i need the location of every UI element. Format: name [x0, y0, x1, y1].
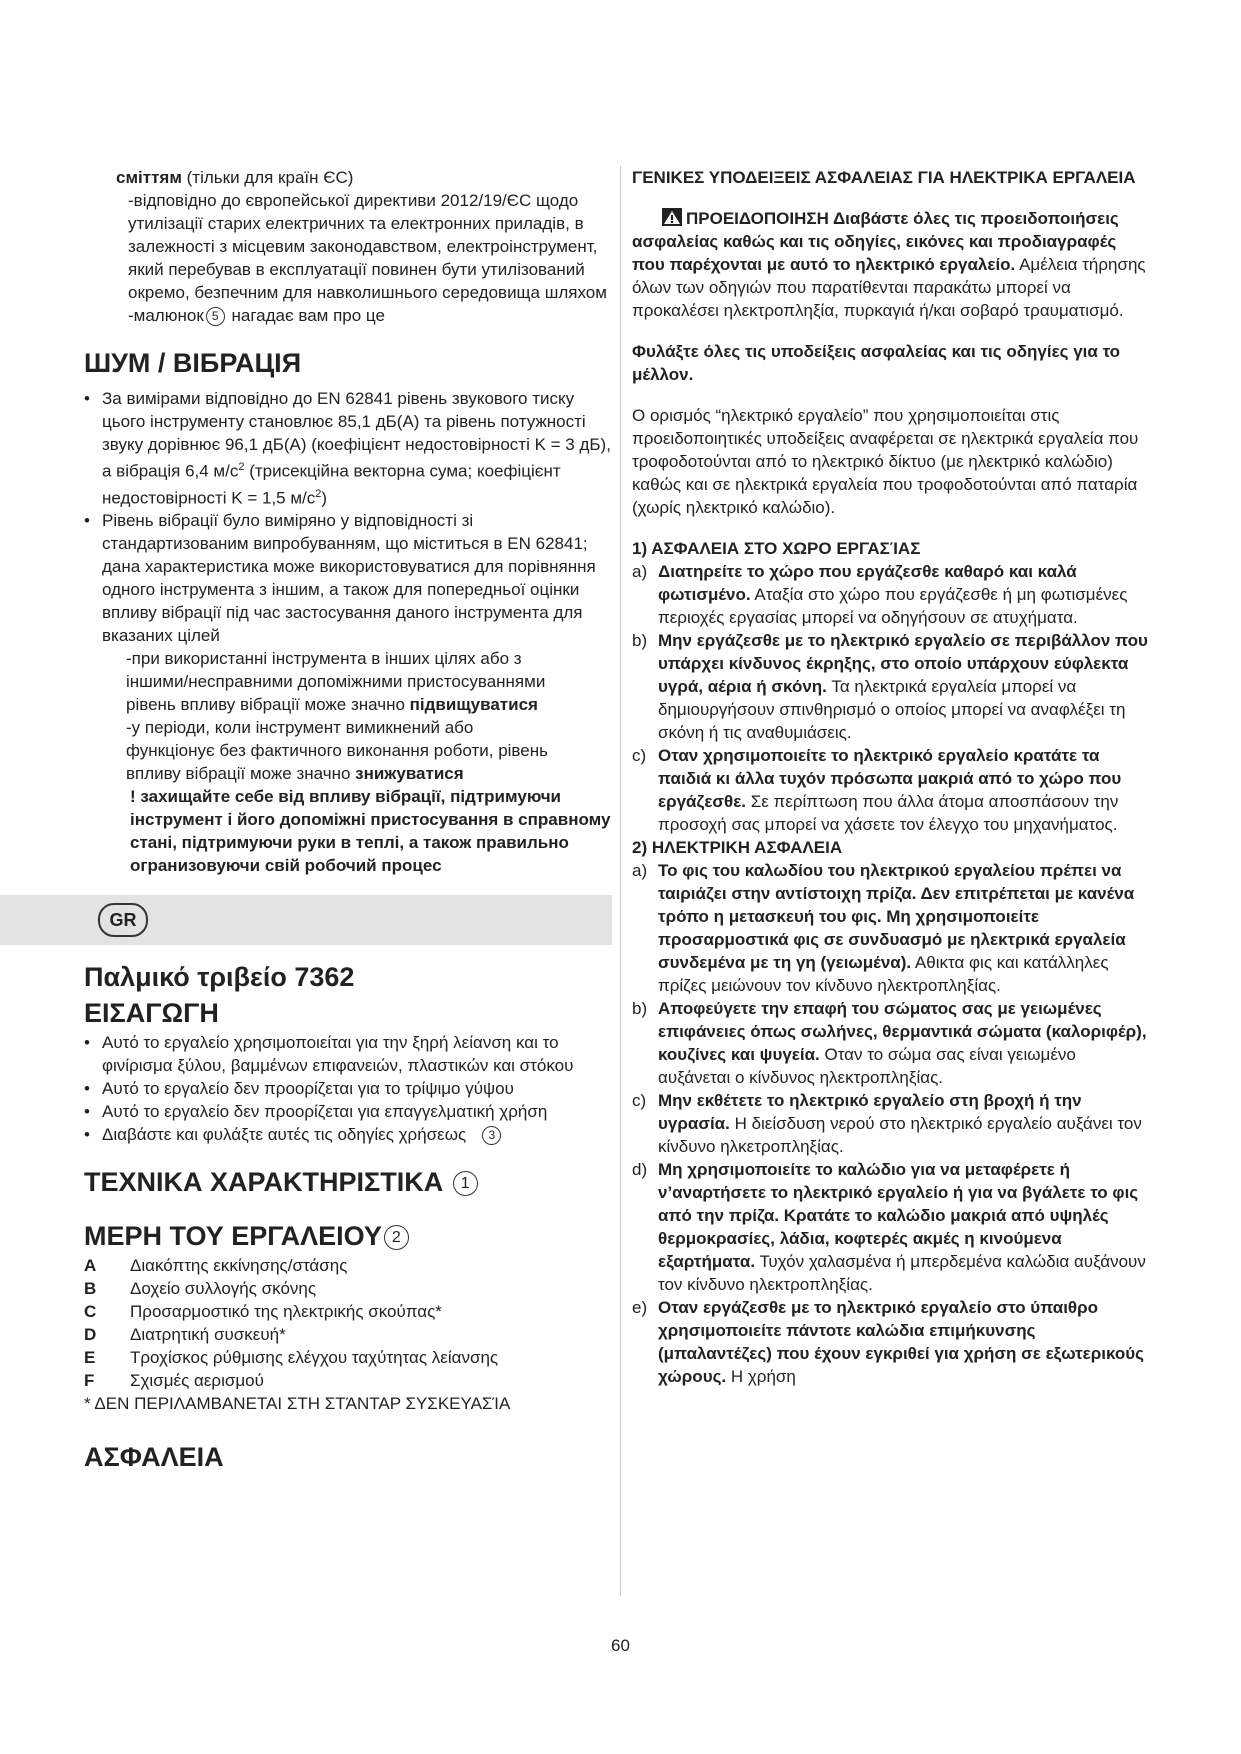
safety-item-text: [658, 629, 1152, 744]
column-divider: [620, 166, 621, 1596]
part-letter: B: [84, 1279, 97, 1299]
safety-item-letter: b): [632, 631, 648, 650]
safety-item: [632, 560, 1152, 629]
left-column: [84, 166, 612, 1475]
part-label: Διακόπτης εκκίνησης/στάσης: [130, 1256, 348, 1276]
safety-item-bold: Μη χρησιμοποιείτε το καλώδιο για να μεταφέρετε ή ν’αναρτήσετε το ηλεκτρικό εργαλείο ή για να βγάλετε το φις από την πρίζα. Κρατάτε το καλώδιο μακριά από υψηλές θερμοκρασίες, λάδια, κοφτερές ακμές η κινούμενα εξαρτήματα.: [658, 1160, 1139, 1271]
safety-item-letter: c): [632, 1091, 647, 1110]
figure-5-marker: 5: [206, 307, 225, 326]
safety-item-letter: d): [632, 1160, 648, 1179]
safety-item-bold: Οταν εργάζεσθε με το ηλεκτρικό εργαλείο στο ύπαιθρο χρησιμοποιείτε πάντοτε καλώδια επιμήκυνσης (μπαλαντέζες) που έχουν εγκριθεί για χρήση σε εξωτερικούς χώρους.: [658, 1298, 1145, 1386]
safety-item-explanation: Τυχόν χαλασμένα ή μπερδεμένα καλώδια αυξάνουν τον κίνδυνο ηλεκτροπληξίας.: [658, 1252, 1146, 1294]
safety-item: [632, 1158, 1152, 1296]
figure-2-marker: 2: [384, 1225, 409, 1250]
intro-bullet-2: • Αυτό το εργαλείο δεν προορίζεται για το τρίψιμο γύψου: [84, 1077, 612, 1100]
disposal-dash-2: -малюнок 5 нагадає вам про це: [128, 306, 385, 325]
page-number: 60: [611, 1636, 630, 1655]
warning-triangle-icon: [662, 208, 682, 226]
safety-item-explanation: Αταξία στο χώρο που εργάζεσθε ή μη φωτισμένες περιοχές εργασίας μπορεί να οδηγήσουν σε ατυχήματα.: [658, 585, 1128, 627]
part-label: Τροχίσκος ρύθμισης ελέγχου ταχύτητας λείανσης: [130, 1348, 499, 1368]
figure-1-marker: 1: [453, 1171, 478, 1196]
safety-item-explanation: Τα ηλεκτρικά εργαλεία μπορεί να δημιουργήσουν σπινθηρισμό ο οποίος μπορεί να αναφλέξει τη σκόνη ή τις αναθυμιάσεις.: [658, 677, 1126, 742]
safety-item: [632, 859, 1152, 997]
safety-item-bold: Μην εργάζεσθε με το ηλεκτρικό εργαλείο σε περιβάλλον που υπάρχει κίνδυνος έκρηξης, στο οποίο υπάρχουν εύφλεκτα υγρά, αέρια ή σκόνη.: [658, 631, 1148, 696]
safety-item-bold: Αποφεύγετε την επαφή του σώματος σας με γειωμένες επιφάνειες όπως σωλήνες, θερμαντικά σώματα (καλοριφέρ), κουζίνες και ψυγεία.: [658, 999, 1147, 1064]
safety-item: [632, 629, 1152, 744]
safety-item-explanation: Οταν το σώμα σας είναι γειωμένο αυξάνεται ο κίνδυνος ηλεκτροπληξίας.: [658, 1045, 1076, 1087]
parts-note: * ΔΕΝ ΠΕΡΙΛΑΜΒΑΝΕΤΑΙ ΣΤΗ ΣΤΆΝΤΑΡ ΣΥΣΚΕΥΑΣΊΑ: [84, 1394, 511, 1414]
product-title: Παλμικό τριβείο 7362: [84, 962, 355, 993]
noise-heading: ШУМ / ВІБРАЦІЯ: [84, 348, 302, 378]
parts-list: [84, 1254, 612, 1392]
safety-heading: ΑΣΦΑΛΕΙΑ: [84, 1442, 224, 1473]
safety-item-text: [658, 1089, 1152, 1158]
safety-item-letter: c): [632, 746, 647, 765]
part-letter: F: [84, 1371, 95, 1391]
keep-instructions: Φυλάξτε όλες τις υποδείξεις ασφαλείας και τις οδηγίες για το μέλλον.: [632, 342, 1121, 384]
part-letter: E: [84, 1348, 96, 1368]
safety-item-text: [658, 1296, 1152, 1388]
safety-item-letter: a): [632, 861, 648, 880]
safety-item-letter: b): [632, 999, 648, 1018]
safety-item: [632, 1296, 1152, 1388]
safety-item-letter: a): [632, 562, 648, 581]
safety-item-explanation: Η χρήση: [726, 1367, 796, 1386]
noise-bullet-2: • Рівень вібрації було виміряно у відповідності зі стандартизованим випробуванням, що міститься в EN 62841; дана характеристика може використовуватися для порівняння одного інструмента з іншим, а також для попередньої оцінки впливу вібрації під час застосування даного інструмента для вказаних цілей: [84, 509, 612, 647]
safety-item-text: [658, 1158, 1152, 1296]
safety-item-text: [658, 560, 1152, 629]
intro-bullet-3: • Αυτό το εργαλείο δεν προορίζεται για επαγγελματική χρήση: [84, 1100, 612, 1123]
safety-item-letter: e): [632, 1298, 648, 1317]
right-column: [632, 166, 1152, 1388]
safety-item-bold: Διατηρείτε το χώρο που εργάζεσθε καθαρό και καλά φωτισμένο.: [658, 562, 1077, 604]
part-letter: A: [84, 1256, 97, 1276]
safety-item-explanation: Αθικτα φις και κατάλληλες πρίζες μειώνουν τον κίνδυνο ηλεκτροπληξίας.: [658, 953, 1109, 995]
part-label: Σχισμές αερισμού: [130, 1371, 264, 1391]
vibration-warning: ! захищайте себе від впливу вібрації, підтримуючи інструмент і його допоміжні пристосування в справному стані, підтримуючи руки в теплі, а також правильно огранизовуючи свій робочий процес: [130, 787, 611, 876]
safety-item-text: [658, 997, 1152, 1089]
safety-item-text: [658, 859, 1152, 997]
part-label: Διατρητική συσκευή*: [130, 1325, 286, 1345]
noise-dash-1: -при використанні інструмента в інших цілях або з іншими/несправними допоміжними пристосуваннями рівень впливу вібрації може значно підвищуватися: [126, 649, 546, 715]
safety-item: [632, 1089, 1152, 1158]
language-band: [0, 895, 612, 945]
part-letter: C: [84, 1302, 97, 1322]
definition-paragraph: Ο ορισμός “ηλεκτρικό εργαλείο” που χρησιμοποιείται στις προειδοποιητικές υποδείξεις αναφέρεται σε ηλεκτρικά εργαλεία που τροφοδοτούνται από το ηλεκτρικό δίκτυο (με ηλεκτρικό καλώδιο) καθώς και σε ηλεκτρικά εργαλεία που τροφοδοτούνται από παταρία (χωρίς ηλεκτρικό καλώδιο).: [632, 406, 1139, 517]
section-2-heading: 2) ΗΛΕΚΤΡΙΚΗ ΑΣΦΑΛΕΙΑ: [632, 838, 843, 857]
language-badge: GR: [98, 903, 148, 937]
warning-paragraph: ΠΡΟΕΙΔΟΠΟΙΗΣΗ Διαβάστε όλες τις προειδοποιήσεις ασφαλείας καθώς και τις οδηγίες, εικόνες και προδιαγραφές που παρέχονται με αυτό το ηλεκτρικό εργαλείο. Αμέλεια τήρησης όλων των οδηγιών που παρατίθενται παρακάτω μπορεί να προκαλέσει ηλεκτροπληξία, πυρκαγιά ή/και σοβαρό τραυματισμό.: [632, 209, 1146, 320]
section-1-heading: 1) ΑΣΦΑΛΕΙΑ ΣΤΟ ΧΩΡΟ ΕΡΓΑΣΊΑΣ: [632, 539, 921, 558]
figure-3-marker: 3: [482, 1126, 501, 1145]
safety-item-explanation: Σε περίπτωση που άλλα άτομα αποσπάσουν την προσοχή σας μπορεί να χάσετε τον έλεγχο του μηχανήματος.: [658, 792, 1119, 834]
section-1-list: [632, 560, 1152, 836]
safety-item: [632, 744, 1152, 836]
safety-item-bold: Οταν χρησιμοποιείτε το ηλεκτρικό εργαλείο κρατάτε τα παιδιά κι άλλα τυχόν πρόσωπα μακριά από το χώρο που εργάζεσθε.: [658, 746, 1122, 811]
safety-item-explanation: Η διείσδυση νερού στο ηλεκτρικό εργαλείο αυξάνει τον κίνδυνο ηλκετροπληξίας.: [658, 1114, 1142, 1156]
tech-heading: ΤΕΧΝΙΚΑ ΧΑΡΑΚΤΗΡΙΣΤΙΚΑ 1: [84, 1164, 612, 1200]
intro-bullet-4: • Διαβάστε και φυλάξτε αυτές τις οδηγίες χρήσεως 3: [84, 1123, 612, 1146]
disposal-dash-1: -відповідно до європейської директиви 2012/19/ЄС щодо утилізації старих електричних та електронних приладів, в залежності з місцевим законодавством, електроінструмент, який перебував в експлуатації повинен бути утилізований окремо, безпечним для навколишнього середовища шляхом: [128, 191, 607, 302]
intro-bullet-1: • Αυτό το εργαλείο χρησιμοποιείται για την ξηρή λείανση και το φινίρισμα ξύλου, βαμμένων επιφανειών, πλαστικών και στόκου: [84, 1031, 612, 1077]
parts-heading: ΜΕΡΗ ΤΟΥ ΕΡΓΑΛΕΙΟΥ 2: [84, 1218, 612, 1254]
part-label: Δοχείο συλλογής σκόνης: [130, 1279, 317, 1299]
noise-bullet-1: • За вимірами відповідно до EN 62841 рівень звукового тиску цього інструменту становлює 85,1 дБ(А) та рівень потужності звуку дорівнює 96,1 дБ(А) (коефіцієнт недостовірності K = 3 дБ), а вібрація 6,4 $м/с^2$ (трисекційна векторна сума; коефіцієнт недостовірності K = 1,5 $м/с^2$): [84, 387, 612, 509]
safety-item-bold: Το φις του καλωδίου του ηλεκτρικού εργαλείου πρέπει να ταιριάζει στην αντίστοιχη πρίζα. Δεν επιτρέπεται με κανένα τρόπο η μετασκευή του φις. Μη χρησιμοποιείτε προσαρμοστικά φις σε συνδυασμό με ηλεκτρικά εργαλεία συνδεμένα με τη γη (γειωμένα).: [658, 861, 1135, 972]
noise-dash-2: -у періоди, коли інструмент вимикнений або функціонує без фактичного виконання роботи, рівень впливу вібрації може значно знижуватися: [126, 718, 548, 784]
general-safety-heading: ΓΕΝΙΚΕΣ ΥΠΟΔΕΙΞΕΙΣ ΑΣΦΑΛΕΙΑΣ ΓΙΑ ΗΛΕΚΤΡΙΚΑ ΕΡΓΑΛΕΙΑ: [632, 168, 1136, 187]
part-letter: D: [84, 1325, 97, 1345]
section-2-list: [632, 859, 1152, 1388]
intro-heading: ΕΙΣΑΓΩΓΗ: [84, 998, 219, 1029]
safety-item: [632, 997, 1152, 1089]
safety-item-bold: Μην εκθέτετε το ηλεκτρικό εργαλείο στη βροχή ή την υγρασία.: [658, 1091, 1082, 1133]
disposal-intro: сміттям (тільки для країн ЄС): [116, 168, 354, 187]
part-label: Προσαρμοστικό της ηλεκτρικής σκούπας*: [130, 1302, 442, 1322]
safety-item-text: [658, 744, 1152, 836]
